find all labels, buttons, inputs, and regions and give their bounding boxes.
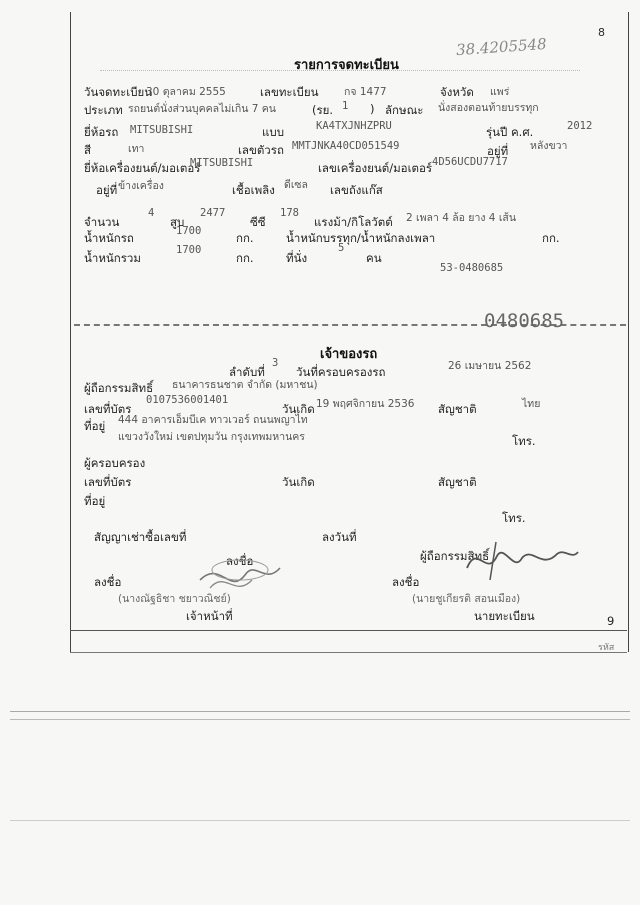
nationality-label: สัญชาติ [438,402,477,416]
chassis-loc-value: หลังขวา [530,140,568,152]
possessor-birth-label: วันเกิด [282,475,315,489]
registrar-sign-label: ลงชื่อ [392,575,420,589]
id-label: เลขที่บัตร [84,402,132,416]
id-value: 0107536001401 [146,394,229,406]
reg-date-value: 30 ตุลาคม 2555 [146,86,226,98]
registration-title: รายการจดทะเบียน [294,58,399,73]
officer-title: เจ้าหน้าที่ [186,609,233,623]
officer-name: (นางณัฐธิชา ชยาวณิชย์) [118,593,231,605]
lower-line-2 [10,711,630,712]
kg-label-2: กก. [542,231,560,245]
type-code-prefix: (รย. [312,103,334,117]
birth-value: 19 พฤศจิกายน 2536 [316,398,415,410]
tank-label: เลขถังแก๊ส [330,183,383,197]
brand-value: MITSUBISHI [130,124,194,136]
registrar-title: นายทะเบียน [474,609,535,623]
chassis-loc-label: อยู่ที่ [487,144,509,158]
type-code-value: 1 [342,100,349,112]
engine-brand-value: MITSUBISHI [190,157,254,169]
signature-page-number: 9 [607,614,615,628]
birth-label: วันเกิด [282,402,315,416]
type-value: รถยนต์นั่งส่วนบุคคลไม่เกิน 7 คน [128,103,276,115]
handwritten-stamp-number: 38.4205548 [455,34,548,60]
contract-label: สัญญาเช่าซื้อเลขที่ [94,530,187,544]
kg-label-3: กก. [236,251,254,265]
tel-label: โทร. [512,434,536,448]
engine-brand-label: ยี่ห้อเครื่องยนต์/มอเตอร์ [84,161,201,175]
lower-line-1 [70,652,627,653]
engine-no-value: 4D56UCDU7717 [432,156,508,168]
registrar-signature [462,538,582,588]
year-value: 2012 [567,120,593,132]
hp-value: 178 [280,207,299,219]
holder-value: ธนาคารธนชาต จำกัด (มหาชน) [172,379,318,391]
cylinder-count: 4 [148,207,155,219]
address-line-2: แขวงวังใหม่ เขตปทุมวัน กรุงเทพมหานคร [118,431,305,443]
chassis-label: เลขตัวรถ [238,143,284,157]
feature-value: นั่งสองตอนท้ายบรรทุก [438,102,539,114]
gross-label: น้ำหนักรวม [84,251,141,265]
seat-value: 5 [338,242,345,254]
officer-sign-inner: ลงชื่อ [226,554,254,568]
fuel-value: ดีเซล [284,179,308,191]
color-label: สี [84,143,92,157]
contract-date-label: ลงวันที่ [322,530,357,544]
bottom-number: 0480685 [484,310,565,332]
address-line-1: 444 อาคารเอ็มบีเค ทาวเวอร์ ถนนพญาไท [118,414,308,426]
model-value: KA4TXJNHZPRU [316,120,392,132]
address-label: ที่อยู่ [84,419,106,433]
plate-label: เลขทะเบียน [260,85,319,99]
load-label: น้ำหนักบรรทุก/น้ำหนักลงเพลา [286,231,436,245]
person-label: คน [366,251,382,265]
order-value: 3 [272,357,279,369]
seat-label: ที่นั่ง [286,251,308,265]
officer-sign-label: ลงชื่อ [94,575,122,589]
weight-value: 1700 [176,225,202,237]
possessor-label: ผู้ครอบครอง [84,456,146,470]
feature-label: ลักษณะ [385,103,424,117]
gross-value: 1700 [176,244,202,256]
owner-title: เจ้าของรถ [320,347,378,362]
plate-value: กจ 1477 [344,86,387,98]
order-label: ลำดับที่ [229,365,265,379]
engine-loc-value: ข้างเครื่อง [118,180,164,192]
axles-value: 2 เพลา 4 ล้อ ยาง 4 เส้น [406,212,516,224]
holder-sign-label: ผู้ถือกรรมสิทธิ์ [420,549,490,563]
possessor-address-label: ที่อยู่ [84,494,106,508]
form-bottom-line [70,630,627,631]
engine-no-label: เลขเครื่องยนต์/มอเตอร์ [318,161,433,175]
holder-label: ผู้ถือกรรมสิทธิ์ [84,381,154,395]
province-value: แพร่ [490,86,510,98]
lower-line-3 [10,719,630,720]
cc-value: 2477 [200,207,226,219]
possessor-nationality-label: สัญชาติ [438,475,477,489]
reference-number: 53-0480685 [440,262,504,274]
qty-label: จำนวน [84,215,120,229]
nationality-value: ไทย [522,398,541,410]
hp-label: แรงม้า/กิโลวัตต์ [314,215,393,229]
engine-loc-label: อยู่ที่ [96,183,118,197]
possession-date-label: วันที่ครอบครองรถ [296,365,386,379]
cylinder-label: สูบ [170,215,185,229]
model-label: แบบ [262,125,285,139]
footer-mark: รหัส [598,643,615,653]
registrar-name: (นายชูเกียรติ สอนเมือง) [412,593,521,605]
type-label: ประเภท [84,103,123,117]
type-code-suffix: ) [370,102,375,116]
corner-number: 8 [598,26,605,39]
kg-label-1: กก. [236,231,254,245]
lower-line-4 [10,820,630,821]
weight-label: น้ำหนักรถ [84,231,134,245]
color-value: เทา [128,143,145,155]
province-label: จังหวัด [440,85,474,99]
chassis-value: MMTJNKA40CD051549 [292,140,400,152]
reg-date-label: วันจดทะเบียน [84,85,153,99]
possessor-id-label: เลขที่บัตร [84,475,132,489]
possession-date-value: 26 เมษายน 2562 [448,360,532,372]
brand-label: ยี่ห้อรถ [84,125,119,139]
fuel-label: เชื้อเพลิง [232,183,275,197]
possessor-tel-label: โทร. [502,511,526,525]
year-label: รุ่นปี ค.ศ. [486,125,534,139]
cc-label: ซีซี [250,215,266,229]
